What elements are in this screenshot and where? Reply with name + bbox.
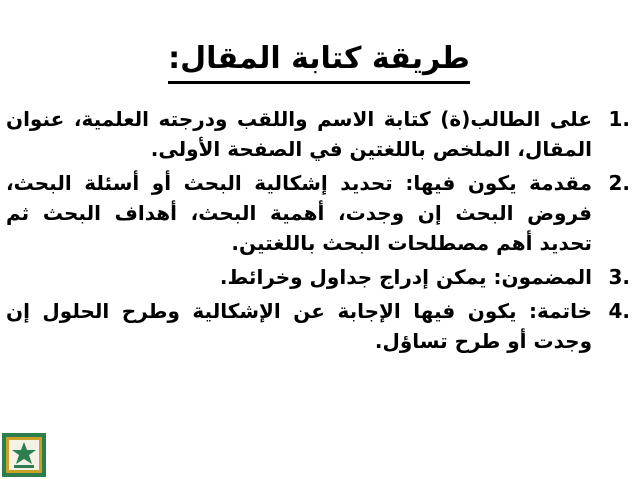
list-item-3	[6, 262, 630, 292]
steps-list	[6, 104, 630, 360]
seal-band	[14, 465, 34, 468]
list-item-number: 4.	[608, 299, 630, 323]
list-item-4	[6, 296, 630, 356]
list-item-number: 3.	[608, 265, 630, 289]
list-item-text: مقدمة يكون فيها: تحديد إشكالية البحث أو أسئلة البحث، فروض البحث إن وجدت، أهمية البحث، أهداف البحث ثم تحديد أهم مصطلحات البحث باللغتين.	[6, 171, 592, 255]
list-item-text: على الطالب(ة) كتابة الاسم واللقب ودرجته العلمية، عنوان المقال، الملخص باللغتين في الصفحة الأولى.	[6, 107, 592, 161]
university-seal-icon	[0, 431, 48, 479]
list-item-2	[6, 168, 630, 258]
list-item-number: 2.	[608, 171, 630, 195]
slide-title	[0, 36, 638, 84]
list-item-text: خاتمة: يكون فيها الإجابة عن الإشكالية وطرح الحلول إن وجدت أو طرح تساؤل.	[6, 299, 592, 353]
list-item-number: 1.	[608, 107, 630, 131]
slide-title-text: طريقة كتابة المقال:	[168, 39, 470, 84]
list-item-1	[6, 104, 630, 164]
list-item-text: المضمون: يمكن إدراج جداول وخرائط.	[219, 265, 592, 289]
